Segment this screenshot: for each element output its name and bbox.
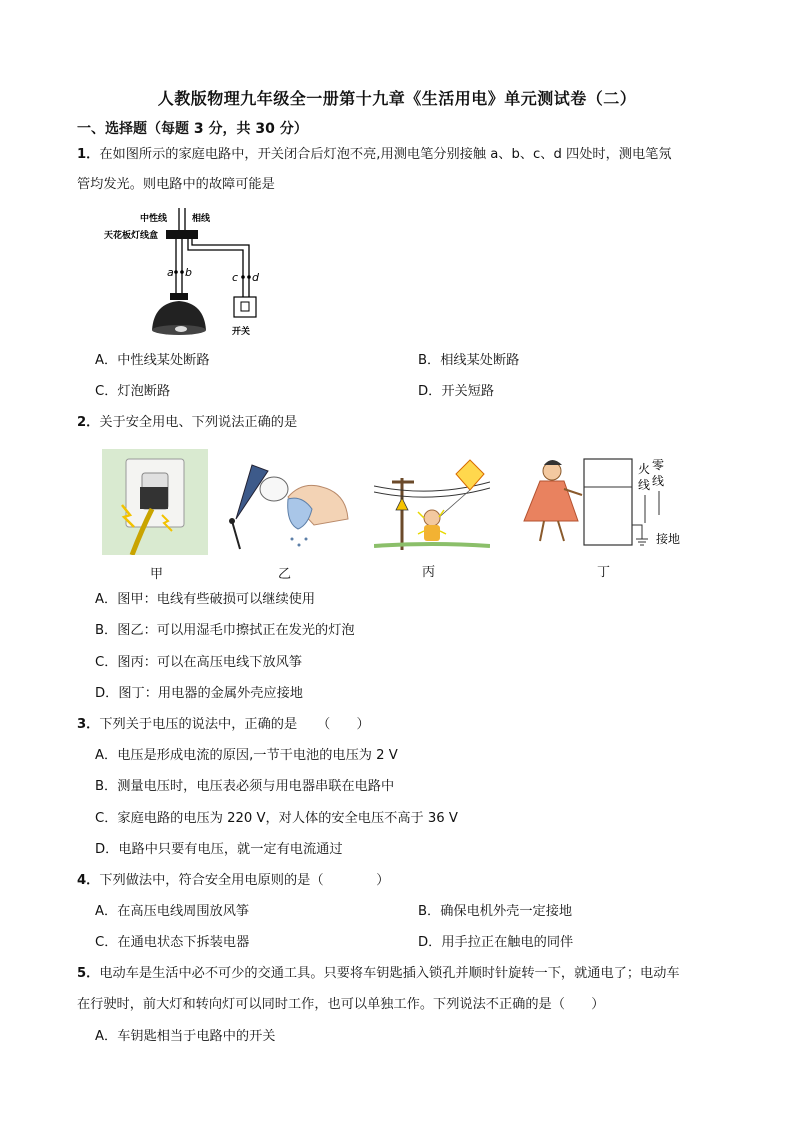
caption-ding: 丁 — [597, 565, 611, 580]
q5-option-a[interactable]: A．车钥匙相当于电路中的开关 — [95, 1029, 276, 1044]
fire-line-label: 火 — [638, 462, 651, 476]
q4-option-c[interactable]: C．在通电状态下拆装电器 — [95, 935, 250, 950]
caption-bing: 丙 — [422, 565, 436, 580]
q1-option-c[interactable]: C．灯泡断路 — [95, 384, 171, 399]
question-4-stem — [77, 872, 390, 890]
question-5-line-1 — [77, 965, 680, 983]
point-b-label: b — [185, 266, 192, 279]
question-text: 下列做法中，符合安全用电原则的是（ ） — [99, 873, 390, 888]
q3-option-b[interactable]: B．测量电压时，电压表必须与用电器串联在电路中 — [95, 779, 395, 794]
question-text: 电动车是生活中必不可少的交通工具。只要将车钥匙插入锁孔并顺时针旋转一下，就通电了；电动车 — [99, 966, 680, 981]
point-a-label: a — [167, 266, 174, 279]
picture-bing-kite-power-line — [374, 458, 490, 550]
q2-option-c[interactable]: C．图丙：可以在高压电线下放风筝 — [95, 655, 303, 670]
question-number: 4． — [77, 873, 100, 888]
neutral-label: 中性线 — [140, 214, 168, 224]
point-c-label: c — [232, 271, 239, 284]
ceiling-box — [166, 230, 198, 239]
picture-ding-grounded-appliance — [518, 455, 694, 551]
q1-option-b[interactable]: B．相线某处断路 — [418, 353, 520, 368]
caption-jia: 甲 — [150, 567, 164, 582]
point-d-label: d — [252, 271, 259, 284]
ceiling-box-label: 天花板灯线盒 — [104, 231, 159, 241]
q2-option-a[interactable]: A．图甲：电线有些破损可以继续使用 — [95, 592, 316, 607]
zero-line-label: 零 — [652, 458, 665, 472]
section-heading: 一、选择题（每题 3 分，共 30 分） — [77, 121, 308, 137]
circuit-diagram — [104, 205, 276, 340]
q1-option-a[interactable]: A．中性线某处断路 — [95, 353, 210, 368]
q4-option-b[interactable]: B．确保电机外壳一定接地 — [418, 904, 573, 919]
q3-option-a[interactable]: A．电压是形成电流的原因,一节干电池的电压为 2 V — [95, 748, 398, 763]
refrigerator-icon — [584, 459, 632, 545]
zero-line-label-2: 线 — [652, 474, 665, 488]
q4-option-d[interactable]: D．用手拉正在触电的同伴 — [418, 935, 574, 950]
q2-option-d[interactable]: D．图丁：用电器的金属外壳应接地 — [95, 686, 303, 701]
question-text: 在如图所示的家庭电路中，开关闭合后灯泡不亮,用测电笔分别接触 a、b、c、d 四处时，测电笔氖 — [99, 147, 672, 162]
q4-option-a[interactable]: A．在高压电线周围放风筝 — [95, 904, 250, 919]
question-number: 2． — [77, 415, 100, 430]
question-number: 1． — [77, 147, 100, 162]
question-number: 3． — [77, 717, 100, 732]
switch-label: 开关 — [232, 327, 251, 337]
q3-option-d[interactable]: D．电路中只要有电压，就一定有电流通过 — [95, 842, 343, 857]
picture-jia-damaged-plug — [102, 449, 208, 555]
ground-label: 接地 — [656, 532, 681, 546]
picture-yi-wet-towel — [222, 459, 352, 555]
fire-line-label-2: 线 — [638, 478, 651, 492]
question-text: 下列关于电压的说法中，正确的是 （ ） — [99, 717, 370, 732]
q3-option-c[interactable]: C．家庭电路的电压为 220 V，对人体的安全电压不高于 36 V — [95, 811, 458, 826]
question-2-stem — [77, 414, 297, 432]
live-label: 相线 — [192, 214, 211, 224]
question-3-stem — [77, 716, 370, 734]
question-5-line-2: 在行驶时，前大灯和转向灯可以同时工作，也可以单独工作。下列说法不正确的是（ ） — [77, 997, 605, 1012]
question-number: 5． — [77, 966, 100, 981]
person-icon — [524, 481, 578, 521]
question-1-line-1 — [77, 146, 672, 164]
question-1-line-2: 管均发光。则电路中的故障可能是 — [77, 177, 275, 192]
question-text: 关于安全用电、下列说法正确的是 — [99, 415, 298, 430]
page-title: 人教版物理九年级全一册第十九章《生活用电》单元测试卷（二） — [157, 89, 637, 108]
q2-option-b[interactable]: B．图乙：可以用湿毛巾擦拭正在发光的灯泡 — [95, 623, 355, 638]
q1-option-d[interactable]: D．开关短路 — [418, 384, 495, 399]
caption-yi: 乙 — [278, 567, 292, 582]
